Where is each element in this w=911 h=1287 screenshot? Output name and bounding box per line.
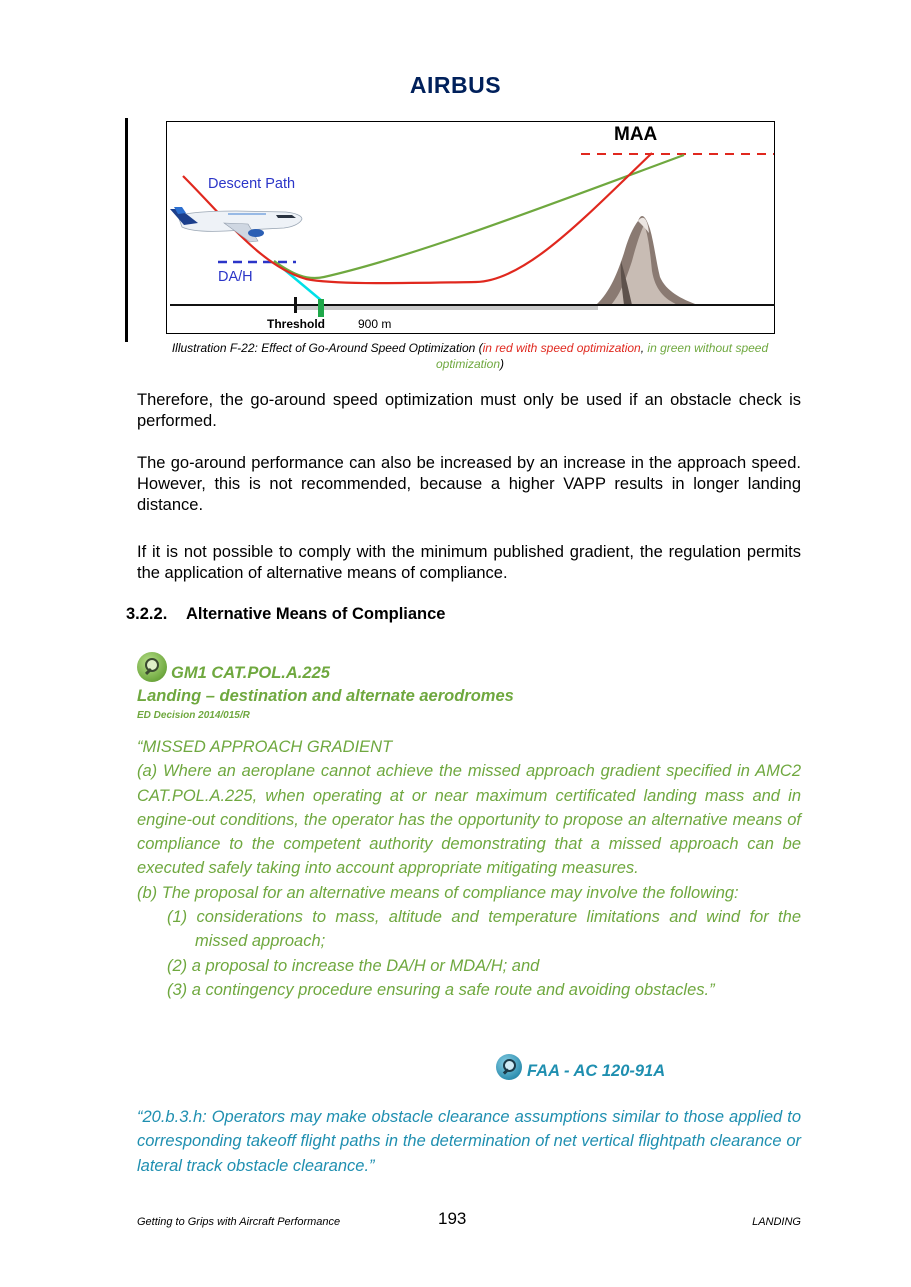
caption-green-part: in green without speed optimization <box>435 341 769 371</box>
paragraph-alternative-means: If it is not possible to comply with the minimum published gradient, the regulation permits the application of alternative means of compliance. <box>137 543 801 582</box>
threshold-label: Threshold <box>267 317 326 331</box>
dah-label: DA/H <box>218 269 253 285</box>
footer-chapter: LANDING <box>752 1216 801 1228</box>
gm-list-item: (2) a proposal to increase the DA/H or MDA/H; and <box>167 956 540 975</box>
faa-quote: “20.b.3.h: Operators may make obstacle clearance assumptions similar to those applied to corresponding takeoff flight paths in the determination of net vertical flightpath clearance or lateral track obstacle clearance.” <box>137 1108 801 1175</box>
caption-red-part: in red with speed optimization <box>482 341 641 355</box>
go-around-figure <box>166 121 775 334</box>
maa-label: MAA <box>614 124 658 145</box>
change-bar <box>125 118 128 342</box>
section-number: 3.2.2. <box>126 605 168 623</box>
gm-heading-line: “MISSED APPROACH GRADIENT <box>137 738 393 756</box>
gm-para-a: (a) Where an aeroplane cannot achieve the missed approach gradient specified in AMC2 CAT.POL.A.225, when operating at or near maximum certificated landing mass and in engine-out conditions, the operator has the opportunity to propose an alternative means of compliance to the competent authority demonstrating that a missed approach can be executed safely taking into account appropriate mitigating measures. <box>137 762 801 878</box>
section-title: Alternative Means of Compliance <box>186 605 446 623</box>
footer-document-title: Getting to Grips with Aircraft Performance <box>137 1216 341 1228</box>
paragraph-approach-speed: The go-around performance can also be increased by an increase in the approach speed. However, this is not recommended, because a higher VAPP results in longer landing distance. <box>137 454 801 514</box>
descent-path-label: Descent Path <box>208 176 296 192</box>
gm-list-item: (1) considerations to mass, altitude and temperature limitations and wind for the missed approach; <box>167 908 801 951</box>
touchdown-marker <box>318 299 324 317</box>
faa-label: FAA - AC 120-91A <box>527 1062 666 1080</box>
caption-comma: , <box>640 341 648 355</box>
magnifier-icon <box>137 652 167 682</box>
gm-subtitle: Landing – destination and alternate aerodromes <box>137 687 514 705</box>
figure-caption <box>138 340 802 372</box>
airbus-logo: AIRBUS <box>409 72 502 98</box>
threshold-marker <box>294 297 297 313</box>
gm-para-b: (b) The proposal for an alternative means of compliance may involve the following: <box>137 883 739 902</box>
paragraph-obstacle-check: Therefore, the go-around speed optimization must only be used if an obstacle check is performed. <box>137 391 801 430</box>
distance-label: 900 m <box>358 317 392 331</box>
gm-list-item: (3) a contingency procedure ensuring a safe route and avoiding obstacles.” <box>167 980 715 999</box>
gm-decision: ED Decision 2014/015/R <box>137 710 250 721</box>
gm-title: GM1 CAT.POL.A.225 <box>171 664 330 682</box>
section-heading <box>126 605 445 624</box>
caption-suffix: ) <box>500 357 505 371</box>
caption-prefix: Illustration F-22: Effect of Go-Around Speed Optimization ( <box>171 341 483 355</box>
magnifier-icon <box>496 1054 522 1080</box>
gm-body <box>137 735 801 1002</box>
page-number: 193 <box>438 1209 467 1228</box>
